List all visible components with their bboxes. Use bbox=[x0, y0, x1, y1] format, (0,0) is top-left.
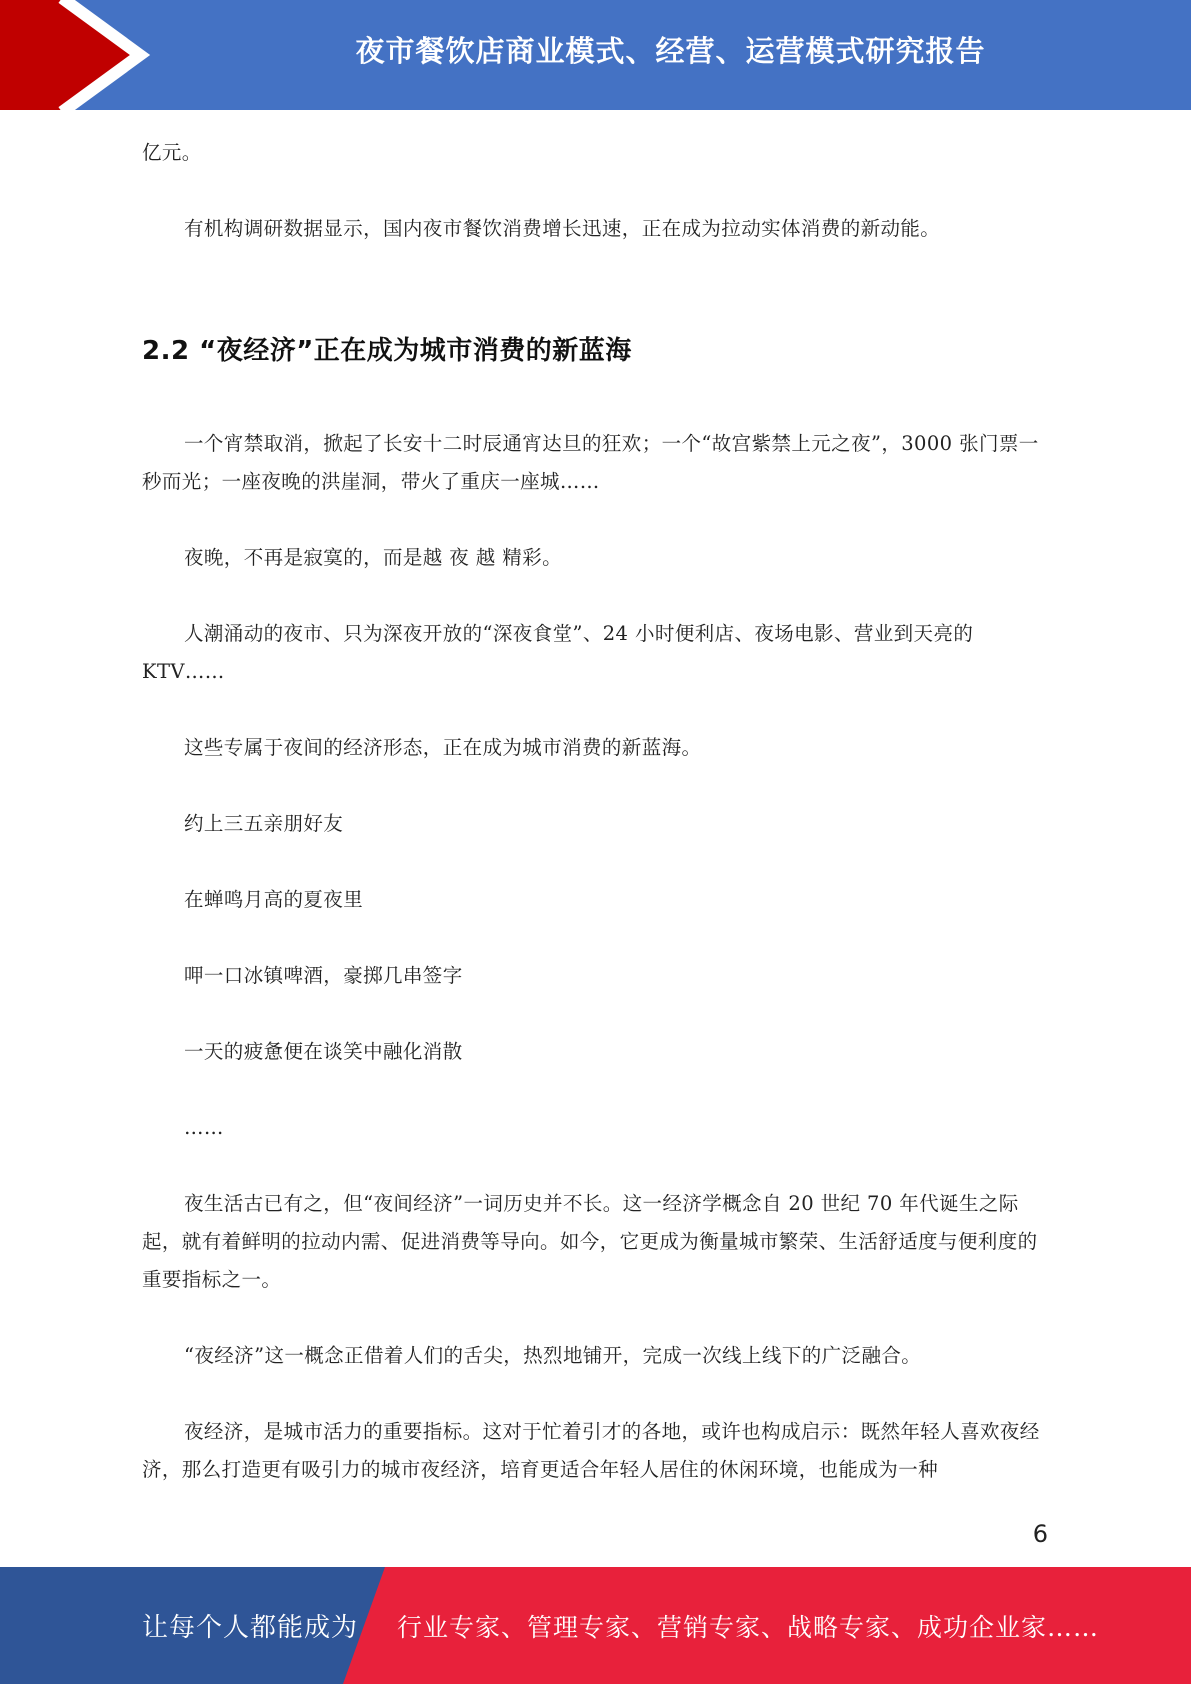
page-number: 6 bbox=[1032, 1520, 1048, 1548]
paragraph-curfew: 一个宵禁取消，掀起了长安十二时辰通宵达旦的狂欢；一个“故宫紫禁上元之夜”，3000 张门票一秒而光；一座夜晚的洪崖洞，带火了重庆一座城…… bbox=[142, 432, 1039, 493]
page-footer bbox=[0, 1567, 1191, 1684]
paragraph-night-economy-concept: “夜经济”这一概念正借着人们的舌尖，热烈地铺开，完成一次线上线下的广泛融合。 bbox=[184, 1344, 922, 1367]
intro-paragraph: 有机构调研数据显示，国内夜市餐饮消费增长迅速，正在成为拉动实体消费的新动能。 bbox=[184, 217, 941, 240]
poem-ellipsis: …… bbox=[184, 1116, 224, 1139]
section-heading: 2.2 “夜经济”正在成为城市消费的新蓝海 bbox=[142, 336, 632, 366]
paragraph-blue-ocean: 这些专属于夜间的经济形态，正在成为城市消费的新蓝海。 bbox=[184, 736, 702, 759]
page-header bbox=[0, 0, 1191, 110]
poem-line-4: 一天的疲惫便在谈笑中融化消散 bbox=[184, 1040, 463, 1063]
chevron-arrow-decoration-icon bbox=[0, 0, 160, 110]
poem-line-1: 约上三五亲朋好友 bbox=[184, 812, 344, 835]
report-title: 夜市餐饮店商业模式、经营、运营模式研究报告 bbox=[355, 33, 986, 68]
footer-slogan-right: 行业专家、管理专家、营销专家、战略专家、成功企业家…… bbox=[397, 1612, 1100, 1642]
paragraph-night-economy-history: 夜生活古已有之，但“夜间经济”一词历史并不长。这一经济学概念自 20 世纪 70 年代诞生之际起，就有着鲜明的拉动内需、促进消费等导向。如今，它更成为衡量城市繁荣、生活舒适度与便利度的重要指标之一。 bbox=[142, 1192, 1038, 1291]
paragraph-city-vitality: 夜经济，是城市活力的重要指标。这对于忙着引才的各地，或许也构成启示：既然年轻人喜欢夜经济，那么打造更有吸引力的城市夜经济，培育更适合年轻人居住的休闲环境，也能成为一种 bbox=[142, 1420, 1040, 1481]
poem-line-2: 在蝉鸣月高的夏夜里 bbox=[184, 888, 364, 911]
paragraph-night: 夜晚，不再是寂寞的，而是越 夜 越 精彩。 bbox=[184, 546, 562, 569]
poem-line-3: 呷一口冰镇啤酒，豪掷几串签字 bbox=[184, 964, 463, 987]
paragraph-crowds: 人潮涌动的夜市、只为深夜开放的“深夜食堂”、24 小时便利店、夜场电影、营业到天亮的 KTV…… bbox=[142, 622, 974, 683]
intro-fragment: 亿元。 bbox=[142, 141, 202, 164]
footer-slogan-left: 让每个人都能成为 bbox=[142, 1613, 359, 1643]
